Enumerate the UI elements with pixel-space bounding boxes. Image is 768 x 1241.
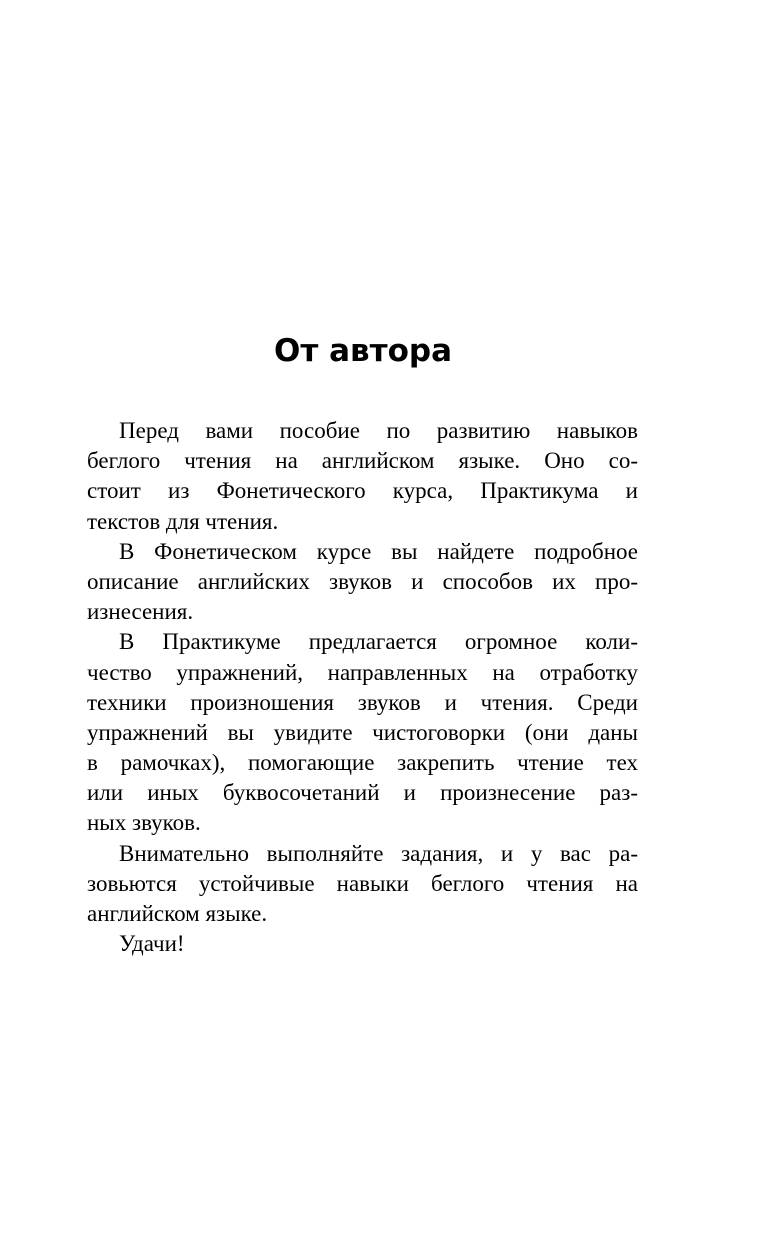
text-line: техники произношения звуков и чтения. Среди	[87, 689, 638, 715]
text-line: Внимательно выполняйте задания, и у вас ра-	[119, 840, 638, 866]
text-line: английском языке.	[87, 901, 268, 926]
text-line: стоит из Фонетического курса, Практикума и	[87, 478, 638, 504]
text-line: ных звуков.	[87, 810, 201, 836]
text-line: Удачи!	[119, 931, 185, 957]
text-line: упражнений вы увидите чистоговорки (они даны	[87, 719, 638, 745]
text-line: в рамочках), помогающие закрепить чтение тех	[87, 750, 638, 776]
foreword-text	[87, 416, 638, 959]
page-title: От автора	[273, 333, 453, 369]
text-line: текстов для чтения.	[87, 508, 279, 534]
text-line: В Практикуме предлагается огромное коли-	[119, 629, 638, 655]
text-line: чество упражнений, направленных на отработку	[87, 659, 638, 685]
text-line: беглого чтения на английском языке. Оно со-	[87, 448, 638, 474]
text-line: описание английских звуков и способов их про-	[87, 568, 638, 594]
text-line: или иных буквосочетаний и произнесение раз-	[87, 780, 638, 806]
text-line: изнесения.	[87, 599, 194, 625]
text-line: В Фонетическом курсе вы найдете подробное	[119, 538, 638, 564]
text-line: зовьются устойчивые навыки беглого чтения на	[87, 870, 638, 896]
text-line: Перед вами пособие по развитию навыков	[119, 418, 638, 443]
